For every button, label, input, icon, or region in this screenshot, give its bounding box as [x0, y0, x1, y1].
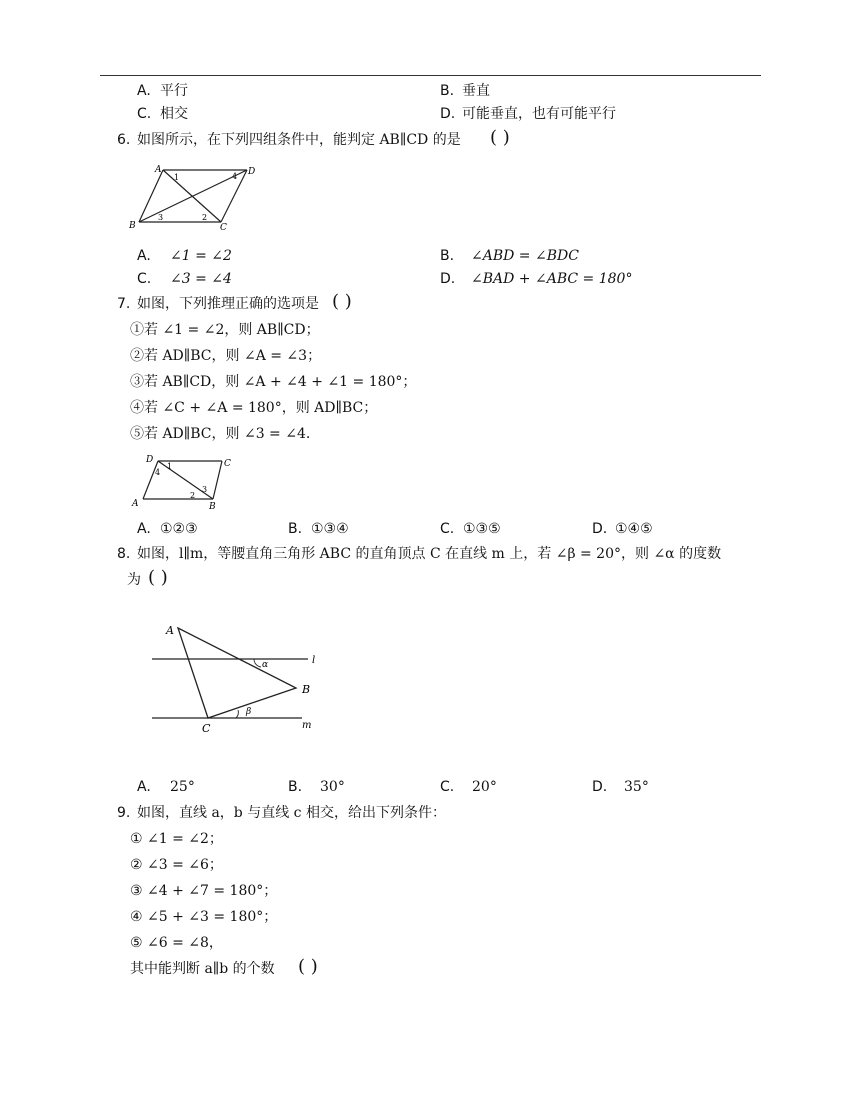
q6-label-b: B — [129, 221, 136, 231]
q9-answer-paren[interactable]: ( ) — [298, 956, 318, 977]
q7-angle-4: 4 — [155, 468, 161, 477]
q8-label-l: l — [312, 655, 316, 666]
q8-stem-line2: 为 — [127, 572, 141, 588]
q7-option-b-letter[interactable]: B. — [288, 521, 303, 537]
q7-option-a-letter[interactable]: A. — [137, 521, 151, 537]
q7-stem: 如图，下列推理正确的选项是 — [137, 296, 319, 312]
q8-option-d-text: 35° — [624, 779, 649, 795]
q7-number: 7. — [117, 296, 131, 312]
q8-option-c-letter[interactable]: C. — [440, 779, 455, 795]
q5-option-d-letter[interactable]: D. — [440, 106, 456, 122]
q6-label-a: A — [155, 165, 162, 175]
q8-answer-paren[interactable]: ( ) — [148, 567, 168, 588]
q9-item-3: ③ ∠4 + ∠7 = 180°； — [130, 883, 278, 899]
q6-label-d: D — [248, 167, 256, 177]
q8-option-b-text: 30° — [320, 779, 345, 795]
q6-option-b-letter[interactable]: B. — [440, 248, 455, 264]
q9-stem: 如图，直线 a，b 与直线 c 相交，给出下列条件： — [137, 805, 446, 821]
q7-option-c-text: ①③⑤ — [463, 521, 501, 537]
q7-label-a: A — [132, 499, 139, 509]
header-rule — [100, 75, 761, 76]
q6-angle-3: 3 — [158, 213, 164, 222]
q6-answer-paren[interactable]: ( ) — [490, 127, 510, 148]
q7-option-b-text: ①③④ — [311, 521, 349, 537]
q7-item-4: ④若 ∠C + ∠A = 180°，则 AD∥BC； — [130, 400, 378, 416]
q8-number: 8. — [117, 546, 131, 562]
q6-option-c-text: ∠3 = ∠4 — [170, 271, 232, 287]
q6-option-c-letter[interactable]: C. — [137, 271, 152, 287]
q8-option-a-letter[interactable]: A. — [137, 779, 151, 795]
q6-figure — [125, 162, 265, 234]
q7-angle-3: 3 — [202, 485, 208, 494]
q7-option-c-letter[interactable]: C. — [440, 521, 455, 537]
q5-option-c-letter[interactable]: C. — [137, 106, 152, 122]
q8-label-a: A — [166, 624, 174, 637]
q8-label-b: B — [302, 683, 311, 696]
q8-option-a-text: 25° — [170, 779, 195, 795]
q9-item-1: ① ∠1 = ∠2； — [130, 831, 223, 847]
q7-option-d-text: ①④⑤ — [615, 521, 653, 537]
q8-stem-line1: 如图，l∥m，等腰直角三角形 ABC 的直角顶点 C 在直线 m 上，若 ∠β = 20°，则 ∠α 的度数 — [137, 546, 722, 562]
q8-option-c-text: 20° — [472, 779, 497, 795]
q7-label-c: C — [224, 459, 231, 469]
q8-label-c: C — [202, 722, 211, 735]
q5-option-a-letter[interactable]: A. — [137, 83, 151, 99]
q6-option-d-letter[interactable]: D. — [440, 271, 456, 287]
q6-number: 6. — [117, 132, 131, 148]
q8-label-alpha: α — [262, 660, 269, 670]
q7-answer-paren[interactable]: ( ) — [332, 291, 352, 312]
q8-label-m: m — [302, 720, 312, 731]
q7-angle-2: 2 — [190, 491, 196, 500]
q9-last-line: 其中能判断 a∥b 的个数 — [130, 961, 275, 977]
q6-angle-4: 4 — [232, 172, 238, 181]
q5-option-b-letter[interactable]: B. — [440, 83, 455, 99]
q9-item-4: ④ ∠5 + ∠3 = 180°； — [130, 909, 278, 925]
q7-label-d: D — [146, 455, 154, 465]
q6-stem: 如图所示，在下列四组条件中，能判定 AB∥CD 的是 — [137, 132, 461, 148]
q6-angle-1: 1 — [174, 173, 180, 182]
q7-item-5: ⑤若 AD∥BC，则 ∠3 = ∠4. — [130, 426, 311, 442]
q7-option-a-text: ①②③ — [160, 521, 198, 537]
q7-label-b: B — [209, 502, 216, 511]
q8-label-beta: β — [246, 707, 252, 717]
q8-option-d-letter[interactable]: D. — [592, 779, 608, 795]
q6-option-d-text: ∠BAD + ∠ABC = 180° — [471, 271, 633, 287]
q8-figure — [150, 618, 330, 740]
q7-item-3: ③若 AB∥CD，则 ∠A + ∠4 + ∠1 = 180°； — [130, 374, 417, 390]
q5-option-c-text: 相交 — [160, 106, 188, 122]
q6-label-c: C — [220, 223, 227, 233]
q9-number: 9. — [117, 805, 131, 821]
q6-angle-2: 2 — [202, 213, 208, 222]
q9-item-2: ② ∠3 = ∠6； — [130, 857, 223, 873]
q6-option-a-text: ∠1 = ∠2 — [170, 248, 232, 264]
q6-option-a-letter[interactable]: A. — [137, 248, 151, 264]
q5-option-d-text: 可能垂直，也有可能平行 — [462, 106, 616, 122]
q9-item-5: ⑤ ∠6 = ∠8， — [130, 935, 223, 951]
q5-option-a-text: 平行 — [160, 83, 188, 99]
q7-item-1: ①若 ∠1 = ∠2，则 AB∥CD； — [130, 322, 320, 338]
q8-option-b-letter[interactable]: B. — [288, 779, 303, 795]
q7-figure — [128, 451, 240, 511]
q7-angle-1: 1 — [167, 462, 173, 471]
q7-item-2: ②若 AD∥BC，则 ∠A = ∠3； — [130, 348, 322, 364]
q6-option-b-text: ∠ABD = ∠BDC — [471, 248, 579, 264]
q7-option-d-letter[interactable]: D. — [592, 521, 608, 537]
q5-option-b-text: 垂直 — [462, 83, 490, 99]
